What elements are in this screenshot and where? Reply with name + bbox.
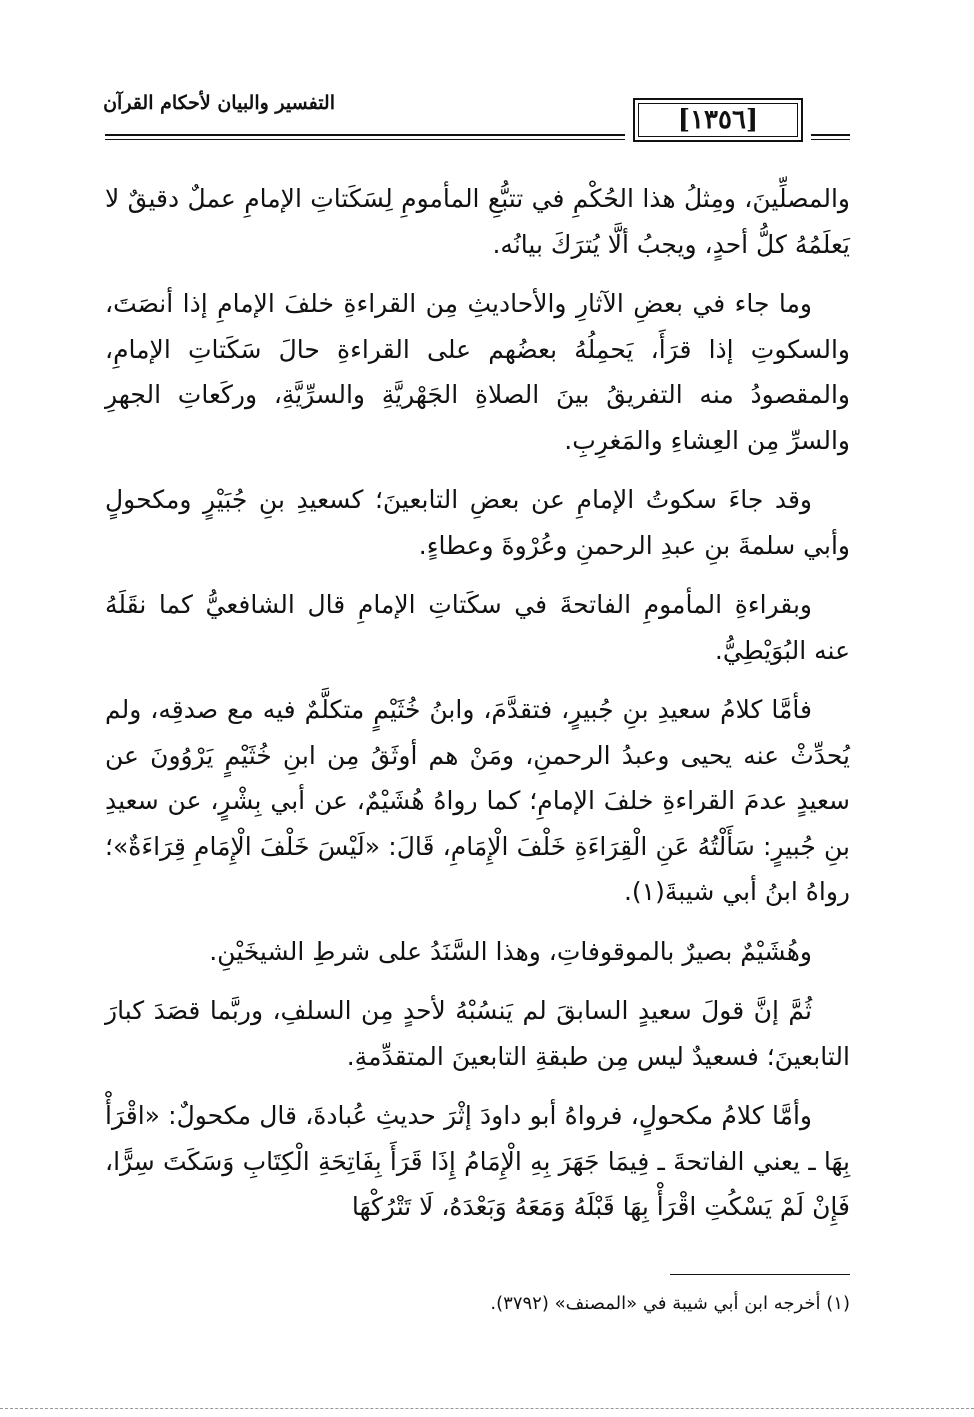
paragraph: وهُشَيْمٌ بصيرٌ بالموقوفاتِ، وهذا السَّنَدُ على شرطِ الشيخَيْنِ. xyxy=(209,936,812,966)
footnote-divider xyxy=(670,1274,850,1275)
paragraph: وأمَّا كلامُ مكحولٍ، فرواهُ أبو داودَ إثْرَ حديثِ عُبادةَ، قال مكحولٌ: «اقْرَأْ بِهَا ـ يعني الفاتحةَ ـ فِيمَا جَهَرَ بِهِ الْإِمَامُ إِذَا قَرَأَ بِفَاتِحَةِ الْكِتَابِ وَسَكَتَ سِرًّا، فَإِنْ لَمْ يَسْكُتِ اقْرَأْ بِهَا قَبْلَهُ وَمَعَهُ وَبَعْدَهُ، لَا تَتْرُكْهَا xyxy=(105,1101,850,1221)
footnote: (١) أخرجه ابن أبي شيبة في «المصنف» (٣٧٩٢). xyxy=(490,1293,850,1314)
page-header xyxy=(105,88,850,150)
page-number-frame xyxy=(633,98,803,142)
book-title: التفسير والبيان لأحكام القرآن xyxy=(103,92,335,114)
document-page xyxy=(105,88,850,1348)
paragraph: فأمَّا كلامُ سعيدِ بنِ جُبيرٍ، فتقدَّمَ، وابنُ خُثَيْمٍ متكلَّمٌ فيه مع صدقِه، ولم يُحدِّثْ عنه يحيى وعبدُ الرحمنِ، ومَنْ هم أوثَقُ مِن ابنِ خُثَيْمٍ يَرْوُونَ عن سعيدٍ عدمَ القراءةِ خلفَ الإمامِ؛ كما رواهُ هُشَيْمٌ، عن أبي بِشْرٍ، عن سعيدِ بنِ جُبيرٍ: سَأَلْتُهُ عَنِ الْقِرَاءَةِ خَلْفَ الْإِمَامِ، قَالَ: «لَيْسَ خَلْفَ الْإِمَامِ قِرَاءَةٌ»؛ رواهُ ابنُ أبي شيبةَ(١). xyxy=(105,695,850,906)
header-rule-left xyxy=(105,134,625,136)
header-rule-right xyxy=(811,134,850,136)
paragraph: وقد جاءَ سكوتُ الإمامِ عن بعضِ التابعينَ؛ كسعيدِ بنِ جُبَيْرٍ ومكحولٍ وأبي سلمةَ بنِ عبدِ الرحمنِ وعُرْوةَ وعطاءٍ. xyxy=(105,485,850,560)
paragraph: وبقراءةِ المأمومِ الفاتحةَ في سكَتاتِ الإمامِ قال الشافعيُّ كما نقَلَهُ عنه البُوَيْطِيُّ. xyxy=(105,590,850,665)
page-number: [١٣٥٦] xyxy=(677,105,759,135)
paragraph: ثُمَّ إنَّ قولَ سعيدٍ السابقَ لم يَنسُبْهُ لأحدٍ مِن السلفِ، وربَّما قصَدَ كبارَ التابعينَ؛ فسعيدٌ ليس مِن طبقةِ التابعينَ المتقدِّمةِ. xyxy=(105,996,850,1071)
paragraph: والمصلِّينَ، ومِثلُ هذا الحُكْمِ في تتبُّعِ المأمومِ لِسَكَتاتِ الإمامِ عملٌ دقيقٌ لا يَعلَمُهُ كلُّ أحدٍ، ويجبُ ألَّا يُترَكَ بيانُه. xyxy=(105,184,850,259)
body-text xyxy=(105,176,850,1244)
paragraph: وما جاء في بعضِ الآثارِ والأحاديثِ مِن القراءةِ خلفَ الإمامِ إذا أنصَتَ، والسكوتِ إذا قرَأَ، يَحمِلُهُ بعضُهم على القراءةِ حالَ سَكَتاتِ الإمامِ، والمقصودُ منه التفريقُ بينَ الصلاةِ الجَهْريَّةِ والسرِّيَّةِ، وركَعاتِ الجهرِ والسرِّ مِن العِشاءِ والمَغرِبِ. xyxy=(105,289,850,455)
scan-edge-line xyxy=(0,1408,974,1409)
